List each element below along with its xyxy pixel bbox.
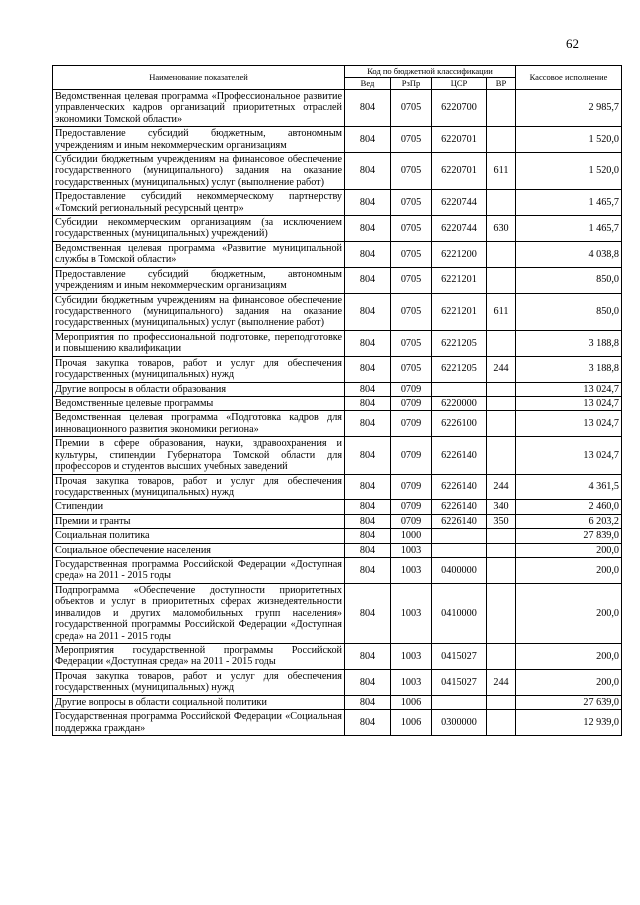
row-value: 1 520,0 bbox=[516, 152, 622, 189]
row-vr bbox=[487, 543, 516, 557]
table-row bbox=[53, 500, 622, 514]
row-rzpr: 1003 bbox=[391, 543, 432, 557]
table-row bbox=[53, 710, 622, 736]
row-name: Субсидии некоммерческим организациям (за исключением государственных (муниципальных) учреждений) bbox=[53, 216, 345, 242]
table-header bbox=[53, 66, 622, 90]
row-vr: 244 bbox=[487, 356, 516, 382]
row-rzpr: 0705 bbox=[391, 216, 432, 242]
table-row bbox=[53, 669, 622, 695]
row-ved: 804 bbox=[345, 356, 391, 382]
row-ved: 804 bbox=[345, 558, 391, 584]
row-ved: 804 bbox=[345, 437, 391, 474]
row-vr bbox=[487, 382, 516, 396]
row-vr bbox=[487, 437, 516, 474]
row-csr: 6221205 bbox=[432, 356, 487, 382]
row-rzpr: 0709 bbox=[391, 437, 432, 474]
row-rzpr: 0705 bbox=[391, 190, 432, 216]
row-ved: 804 bbox=[345, 669, 391, 695]
row-rzpr: 0709 bbox=[391, 396, 432, 410]
header-vr: ВР bbox=[487, 77, 516, 89]
row-vr bbox=[487, 396, 516, 410]
row-csr: 6226140 bbox=[432, 437, 487, 474]
table-row bbox=[53, 514, 622, 528]
header-name: Наименование показателей bbox=[53, 66, 345, 90]
row-value: 1 465,7 bbox=[516, 190, 622, 216]
row-csr: 6226140 bbox=[432, 500, 487, 514]
row-value: 13 024,7 bbox=[516, 411, 622, 437]
table-row bbox=[53, 695, 622, 709]
row-ved: 804 bbox=[345, 267, 391, 293]
header-rzpr: РзПр bbox=[391, 77, 432, 89]
row-csr: 6220701 bbox=[432, 152, 487, 189]
row-ved: 804 bbox=[345, 152, 391, 189]
row-value: 3 188,8 bbox=[516, 356, 622, 382]
row-vr bbox=[487, 529, 516, 543]
table-row bbox=[53, 643, 622, 669]
row-value: 1 520,0 bbox=[516, 127, 622, 153]
page-number: 62 bbox=[566, 36, 579, 51]
row-ved: 804 bbox=[345, 330, 391, 356]
header-code-group: Код по бюджетной классификации bbox=[345, 66, 516, 78]
row-ved: 804 bbox=[345, 127, 391, 153]
row-csr: 0300000 bbox=[432, 710, 487, 736]
row-rzpr: 1003 bbox=[391, 558, 432, 584]
row-csr: 6220744 bbox=[432, 216, 487, 242]
row-vr bbox=[487, 241, 516, 267]
row-rzpr: 0705 bbox=[391, 356, 432, 382]
row-ved: 804 bbox=[345, 382, 391, 396]
table-row bbox=[53, 396, 622, 410]
row-ved: 804 bbox=[345, 643, 391, 669]
row-name: Другие вопросы в области образования bbox=[53, 382, 345, 396]
table-row bbox=[53, 382, 622, 396]
row-rzpr: 0705 bbox=[391, 89, 432, 126]
row-value: 27 839,0 bbox=[516, 529, 622, 543]
row-name: Субсидии бюджетным учреждениям на финансовое обеспечение государственного (муниципального) задания на оказание государственных (муниципальных) услуг (выполнение работ) bbox=[53, 293, 345, 330]
row-vr: 340 bbox=[487, 500, 516, 514]
table-row bbox=[53, 241, 622, 267]
row-csr: 6220701 bbox=[432, 127, 487, 153]
row-csr bbox=[432, 382, 487, 396]
row-name: Прочая закупка товаров, работ и услуг для обеспечения государственных (муниципальных) нужд bbox=[53, 474, 345, 500]
row-csr: 6226140 bbox=[432, 474, 487, 500]
row-name: Предоставление субсидий бюджетным, автономным учреждениям и иным некоммерческим организациям bbox=[53, 267, 345, 293]
row-rzpr: 1006 bbox=[391, 695, 432, 709]
row-vr: 350 bbox=[487, 514, 516, 528]
header-ved: Вед bbox=[345, 77, 391, 89]
budget-table bbox=[52, 65, 622, 736]
table-row bbox=[53, 267, 622, 293]
row-vr bbox=[487, 583, 516, 643]
row-rzpr: 1000 bbox=[391, 529, 432, 543]
row-csr: 6226140 bbox=[432, 514, 487, 528]
row-name: Премии и гранты bbox=[53, 514, 345, 528]
row-ved: 804 bbox=[345, 710, 391, 736]
row-value: 850,0 bbox=[516, 267, 622, 293]
row-value: 200,0 bbox=[516, 643, 622, 669]
row-value: 12 939,0 bbox=[516, 710, 622, 736]
row-ved: 804 bbox=[345, 583, 391, 643]
row-ved: 804 bbox=[345, 529, 391, 543]
row-name: Другие вопросы в области социальной политики bbox=[53, 695, 345, 709]
row-value: 4 038,8 bbox=[516, 241, 622, 267]
row-vr bbox=[487, 710, 516, 736]
row-csr: 6226100 bbox=[432, 411, 487, 437]
header-execution: Кассовое исполнение bbox=[516, 66, 622, 90]
row-rzpr: 1003 bbox=[391, 669, 432, 695]
row-rzpr: 1003 bbox=[391, 643, 432, 669]
row-vr bbox=[487, 267, 516, 293]
row-name: Подпрограмма «Обеспечение доступности приоритетных объектов и услуг в приоритетных сферах жизнедеятельности инвалидов и других маломобильных групп населения» государственной программы Российской Федерации «Доступная среда» на 2011 - 2015 годы bbox=[53, 583, 345, 643]
header-csr: ЦСР bbox=[432, 77, 487, 89]
row-name: Мероприятия государственной программы Российской Федерации «Доступная среда» на 2011 - 2015 годы bbox=[53, 643, 345, 669]
row-name: Социальное обеспечение населения bbox=[53, 543, 345, 557]
row-ved: 804 bbox=[345, 474, 391, 500]
table-row bbox=[53, 543, 622, 557]
row-name: Субсидии бюджетным учреждениям на финансовое обеспечение государственного (муниципального) задания на оказание государственных (муниципальных) услуг (выполнение работ) bbox=[53, 152, 345, 189]
row-csr bbox=[432, 695, 487, 709]
row-rzpr: 0709 bbox=[391, 474, 432, 500]
table-row bbox=[53, 330, 622, 356]
row-name: Предоставление субсидий бюджетным, автономным учреждениям и иным некоммерческим организациям bbox=[53, 127, 345, 153]
table-row bbox=[53, 89, 622, 126]
row-value: 200,0 bbox=[516, 583, 622, 643]
row-value: 6 203,2 bbox=[516, 514, 622, 528]
row-vr: 244 bbox=[487, 669, 516, 695]
row-rzpr: 0709 bbox=[391, 500, 432, 514]
row-value: 13 024,7 bbox=[516, 382, 622, 396]
row-value: 3 188,8 bbox=[516, 330, 622, 356]
row-vr bbox=[487, 411, 516, 437]
row-csr bbox=[432, 529, 487, 543]
row-value: 2 985,7 bbox=[516, 89, 622, 126]
row-name: Мероприятия по профессиональной подготовке, переподготовке и повышению квалификации bbox=[53, 330, 345, 356]
row-vr: 611 bbox=[487, 152, 516, 189]
row-value: 200,0 bbox=[516, 543, 622, 557]
row-vr bbox=[487, 330, 516, 356]
row-value: 1 465,7 bbox=[516, 216, 622, 242]
row-name: Ведомственная целевая программа «Развитие муниципальной службы в Томской области» bbox=[53, 241, 345, 267]
row-name: Прочая закупка товаров, работ и услуг для обеспечения государственных (муниципальных) нужд bbox=[53, 356, 345, 382]
row-rzpr: 0705 bbox=[391, 127, 432, 153]
row-ved: 804 bbox=[345, 216, 391, 242]
row-csr: 0400000 bbox=[432, 558, 487, 584]
table-row bbox=[53, 293, 622, 330]
row-csr: 6220700 bbox=[432, 89, 487, 126]
table-row bbox=[53, 529, 622, 543]
row-vr bbox=[487, 127, 516, 153]
table-body bbox=[53, 89, 622, 735]
row-name: Премии в сфере образования, науки, здравоохранения и культуры, стипендии Губернатора Томской области для профессоров и студентов высших учебных заведений bbox=[53, 437, 345, 474]
table-row bbox=[53, 583, 622, 643]
table-row bbox=[53, 437, 622, 474]
table-row bbox=[53, 356, 622, 382]
row-rzpr: 0709 bbox=[391, 514, 432, 528]
row-rzpr: 1006 bbox=[391, 710, 432, 736]
row-name: Ведомственные целевые программы bbox=[53, 396, 345, 410]
table-row bbox=[53, 411, 622, 437]
row-value: 2 460,0 bbox=[516, 500, 622, 514]
row-vr bbox=[487, 190, 516, 216]
row-rzpr: 0705 bbox=[391, 330, 432, 356]
row-ved: 804 bbox=[345, 396, 391, 410]
row-ved: 804 bbox=[345, 241, 391, 267]
row-ved: 804 bbox=[345, 411, 391, 437]
row-name: Ведомственная целевая программа «Подготовка кадров для инновационного развития экономики региона» bbox=[53, 411, 345, 437]
row-ved: 804 bbox=[345, 543, 391, 557]
table-row bbox=[53, 216, 622, 242]
row-vr: 244 bbox=[487, 474, 516, 500]
row-vr bbox=[487, 558, 516, 584]
row-csr: 0415027 bbox=[432, 643, 487, 669]
row-csr: 6220000 bbox=[432, 396, 487, 410]
table-row bbox=[53, 474, 622, 500]
row-ved: 804 bbox=[345, 190, 391, 216]
row-rzpr: 0709 bbox=[391, 411, 432, 437]
row-csr: 6221201 bbox=[432, 293, 487, 330]
row-rzpr: 0705 bbox=[391, 241, 432, 267]
row-name: Ведомственная целевая программа «Профессиональное развитие управленческих кадров организаций приоритетных отраслей экономики Томской области» bbox=[53, 89, 345, 126]
row-rzpr: 0705 bbox=[391, 293, 432, 330]
table-row bbox=[53, 152, 622, 189]
row-name: Социальная политика bbox=[53, 529, 345, 543]
row-value: 200,0 bbox=[516, 669, 622, 695]
row-vr bbox=[487, 643, 516, 669]
table-row bbox=[53, 190, 622, 216]
row-csr: 6221205 bbox=[432, 330, 487, 356]
row-name: Государственная программа Российской Федерации «Социальная поддержка граждан» bbox=[53, 710, 345, 736]
row-value: 13 024,7 bbox=[516, 396, 622, 410]
row-rzpr: 1003 bbox=[391, 583, 432, 643]
row-csr: 6220744 bbox=[432, 190, 487, 216]
row-value: 200,0 bbox=[516, 558, 622, 584]
row-ved: 804 bbox=[345, 695, 391, 709]
row-csr: 0410000 bbox=[432, 583, 487, 643]
row-ved: 804 bbox=[345, 514, 391, 528]
row-value: 4 361,5 bbox=[516, 474, 622, 500]
row-rzpr: 0709 bbox=[391, 382, 432, 396]
row-value: 13 024,7 bbox=[516, 437, 622, 474]
row-csr: 6221201 bbox=[432, 267, 487, 293]
row-rzpr: 0705 bbox=[391, 152, 432, 189]
row-name: Государственная программа Российской Федерации «Доступная среда» на 2011 - 2015 годы bbox=[53, 558, 345, 584]
row-vr bbox=[487, 89, 516, 126]
row-csr bbox=[432, 543, 487, 557]
row-name: Прочая закупка товаров, работ и услуг для обеспечения государственных (муниципальных) нужд bbox=[53, 669, 345, 695]
row-vr: 630 bbox=[487, 216, 516, 242]
row-vr: 611 bbox=[487, 293, 516, 330]
row-name: Предоставление субсидий некоммерческому партнерству «Томский региональный ресурсный центр» bbox=[53, 190, 345, 216]
table-row bbox=[53, 127, 622, 153]
row-ved: 804 bbox=[345, 89, 391, 126]
row-ved: 804 bbox=[345, 293, 391, 330]
row-csr: 6221200 bbox=[432, 241, 487, 267]
row-value: 27 639,0 bbox=[516, 695, 622, 709]
row-value: 850,0 bbox=[516, 293, 622, 330]
table-row bbox=[53, 558, 622, 584]
row-vr bbox=[487, 695, 516, 709]
row-csr: 0415027 bbox=[432, 669, 487, 695]
row-name: Стипендии bbox=[53, 500, 345, 514]
row-ved: 804 bbox=[345, 500, 391, 514]
row-rzpr: 0705 bbox=[391, 267, 432, 293]
